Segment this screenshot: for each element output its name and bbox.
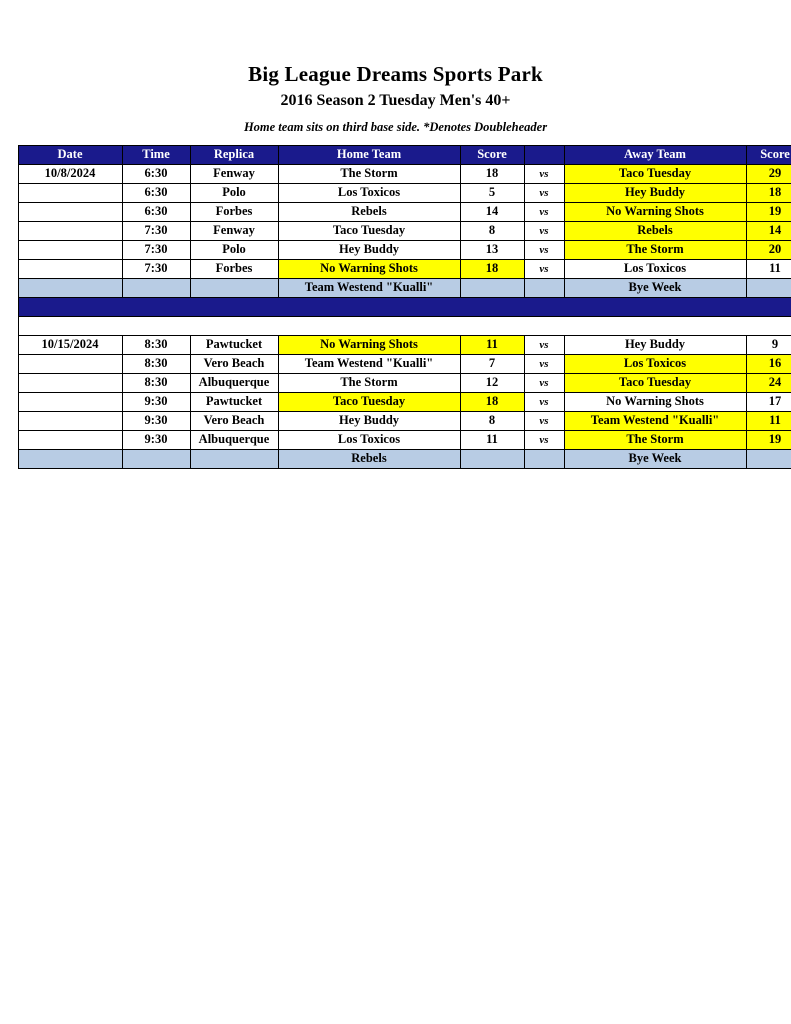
- schedule-table-wrapper: [18, 145, 790, 469]
- home-score: 5: [460, 183, 524, 202]
- away-score: 11: [746, 411, 791, 430]
- away-team: Los Toxicos: [564, 354, 746, 373]
- vs-label: vs: [524, 335, 564, 354]
- away-score: 14: [746, 221, 791, 240]
- game-date: [18, 430, 122, 449]
- table-row: [18, 240, 791, 259]
- table-header-row: [18, 145, 791, 164]
- bye-week-row: [18, 278, 791, 297]
- page-title: Big League Dreams Sports Park: [248, 62, 543, 86]
- game-date: [18, 373, 122, 392]
- away-team: Hey Buddy: [564, 335, 746, 354]
- home-score: 18: [460, 259, 524, 278]
- away-score: 29: [746, 164, 791, 183]
- away-score: 20: [746, 240, 791, 259]
- away-score: 9: [746, 335, 791, 354]
- bye-home-score: [460, 449, 524, 468]
- week-blank-cell: [18, 316, 791, 335]
- table-row: [18, 411, 791, 430]
- game-time: 6:30: [122, 202, 190, 221]
- bye-date: [18, 278, 122, 297]
- col-header-date: Date: [18, 145, 122, 164]
- bye-time: [122, 278, 190, 297]
- game-time: 8:30: [122, 335, 190, 354]
- game-replica: Fenway: [190, 164, 278, 183]
- away-score: 18: [746, 183, 791, 202]
- vs-label: vs: [524, 259, 564, 278]
- away-team: The Storm: [564, 240, 746, 259]
- game-time: 7:30: [122, 259, 190, 278]
- home-team: No Warning Shots: [278, 259, 460, 278]
- away-team: Rebels: [564, 221, 746, 240]
- home-score: 14: [460, 202, 524, 221]
- table-row: [18, 202, 791, 221]
- home-score: 13: [460, 240, 524, 259]
- home-team: Los Toxicos: [278, 430, 460, 449]
- game-replica: Fenway: [190, 221, 278, 240]
- away-score: 11: [746, 259, 791, 278]
- game-date: [18, 411, 122, 430]
- game-replica: Pawtucket: [190, 392, 278, 411]
- home-score: 7: [460, 354, 524, 373]
- table-row: [18, 183, 791, 202]
- col-header-time: Time: [122, 145, 190, 164]
- table-row: [18, 373, 791, 392]
- game-replica: Polo: [190, 240, 278, 259]
- game-date: [18, 392, 122, 411]
- vs-label: vs: [524, 392, 564, 411]
- away-score: 17: [746, 392, 791, 411]
- table-row: [18, 335, 791, 354]
- col-header-vs: [524, 145, 564, 164]
- bye-vs: [524, 278, 564, 297]
- home-team: No Warning Shots: [278, 335, 460, 354]
- home-score: 12: [460, 373, 524, 392]
- bye-vs: [524, 449, 564, 468]
- document-header: [0, 0, 791, 134]
- home-score: 18: [460, 164, 524, 183]
- bye-replica: [190, 449, 278, 468]
- home-team: Rebels: [278, 202, 460, 221]
- home-team: Taco Tuesday: [278, 221, 460, 240]
- vs-label: vs: [524, 221, 564, 240]
- bye-date: [18, 449, 122, 468]
- away-team: Hey Buddy: [564, 183, 746, 202]
- col-header-home-team: Home Team: [278, 145, 460, 164]
- bye-team: Team Westend "Kualli": [278, 278, 460, 297]
- table-row: [18, 221, 791, 240]
- away-team: Team Westend "Kualli": [564, 411, 746, 430]
- home-score: 8: [460, 221, 524, 240]
- table-row: [18, 164, 791, 183]
- home-team: The Storm: [278, 164, 460, 183]
- schedule-table-body: [18, 164, 791, 468]
- game-time: 8:30: [122, 354, 190, 373]
- col-header-replica: Replica: [190, 145, 278, 164]
- game-replica: Polo: [190, 183, 278, 202]
- bye-replica: [190, 278, 278, 297]
- home-score: 8: [460, 411, 524, 430]
- game-time: 9:30: [122, 411, 190, 430]
- game-time: 7:30: [122, 221, 190, 240]
- vs-label: vs: [524, 411, 564, 430]
- game-replica: Albuquerque: [190, 430, 278, 449]
- game-time: 9:30: [122, 430, 190, 449]
- table-row: [18, 259, 791, 278]
- home-score: 11: [460, 335, 524, 354]
- vs-label: vs: [524, 164, 564, 183]
- game-time: 6:30: [122, 164, 190, 183]
- game-replica: Forbes: [190, 259, 278, 278]
- home-team: Hey Buddy: [278, 240, 460, 259]
- away-score: 24: [746, 373, 791, 392]
- away-score: 19: [746, 430, 791, 449]
- away-team: The Storm: [564, 430, 746, 449]
- away-team: Los Toxicos: [564, 259, 746, 278]
- bye-away-score: [746, 278, 791, 297]
- game-time: 7:30: [122, 240, 190, 259]
- week-separator: [18, 297, 791, 316]
- home-team: Taco Tuesday: [278, 392, 460, 411]
- away-team: No Warning Shots: [564, 392, 746, 411]
- col-header-away-team: Away Team: [564, 145, 746, 164]
- vs-label: vs: [524, 354, 564, 373]
- bye-away-score: [746, 449, 791, 468]
- home-score: 11: [460, 430, 524, 449]
- game-replica: Vero Beach: [190, 354, 278, 373]
- game-time: 8:30: [122, 373, 190, 392]
- game-replica: Forbes: [190, 202, 278, 221]
- vs-label: vs: [524, 373, 564, 392]
- schedule-table: [18, 145, 791, 469]
- vs-label: vs: [524, 183, 564, 202]
- game-replica: Albuquerque: [190, 373, 278, 392]
- game-replica: Vero Beach: [190, 411, 278, 430]
- game-date: 10/15/2024: [18, 335, 122, 354]
- game-date: [18, 354, 122, 373]
- home-score: 18: [460, 392, 524, 411]
- away-team: Taco Tuesday: [564, 164, 746, 183]
- table-row: [18, 392, 791, 411]
- game-replica: Pawtucket: [190, 335, 278, 354]
- bye-label: Bye Week: [564, 449, 746, 468]
- bye-home-score: [460, 278, 524, 297]
- week-separator-cell: [18, 297, 791, 316]
- game-date: [18, 221, 122, 240]
- home-team: Hey Buddy: [278, 411, 460, 430]
- bye-label: Bye Week: [564, 278, 746, 297]
- page-subtitle: 2016 Season 2 Tuesday Men's 40+: [280, 92, 511, 110]
- vs-label: vs: [524, 202, 564, 221]
- away-team: Taco Tuesday: [564, 373, 746, 392]
- bye-team: Rebels: [278, 449, 460, 468]
- bye-time: [122, 449, 190, 468]
- col-header-home-score: Score: [460, 145, 524, 164]
- vs-label: vs: [524, 430, 564, 449]
- bye-week-row: [18, 449, 791, 468]
- col-header-away-score: Score: [746, 145, 791, 164]
- week-blank-row: [18, 316, 791, 335]
- home-team: Team Westend "Kualli": [278, 354, 460, 373]
- game-time: 6:30: [122, 183, 190, 202]
- game-date: [18, 240, 122, 259]
- away-score: 16: [746, 354, 791, 373]
- game-date: 10/8/2024: [18, 164, 122, 183]
- game-date: [18, 202, 122, 221]
- game-date: [18, 183, 122, 202]
- away-team: No Warning Shots: [564, 202, 746, 221]
- table-row: [18, 430, 791, 449]
- game-time: 9:30: [122, 392, 190, 411]
- table-row: [18, 354, 791, 373]
- home-team: Los Toxicos: [278, 183, 460, 202]
- home-team: The Storm: [278, 373, 460, 392]
- header-note: Home team sits on third base side. *Denotes Doubleheader: [243, 119, 548, 134]
- vs-label: vs: [524, 240, 564, 259]
- game-date: [18, 259, 122, 278]
- away-score: 19: [746, 202, 791, 221]
